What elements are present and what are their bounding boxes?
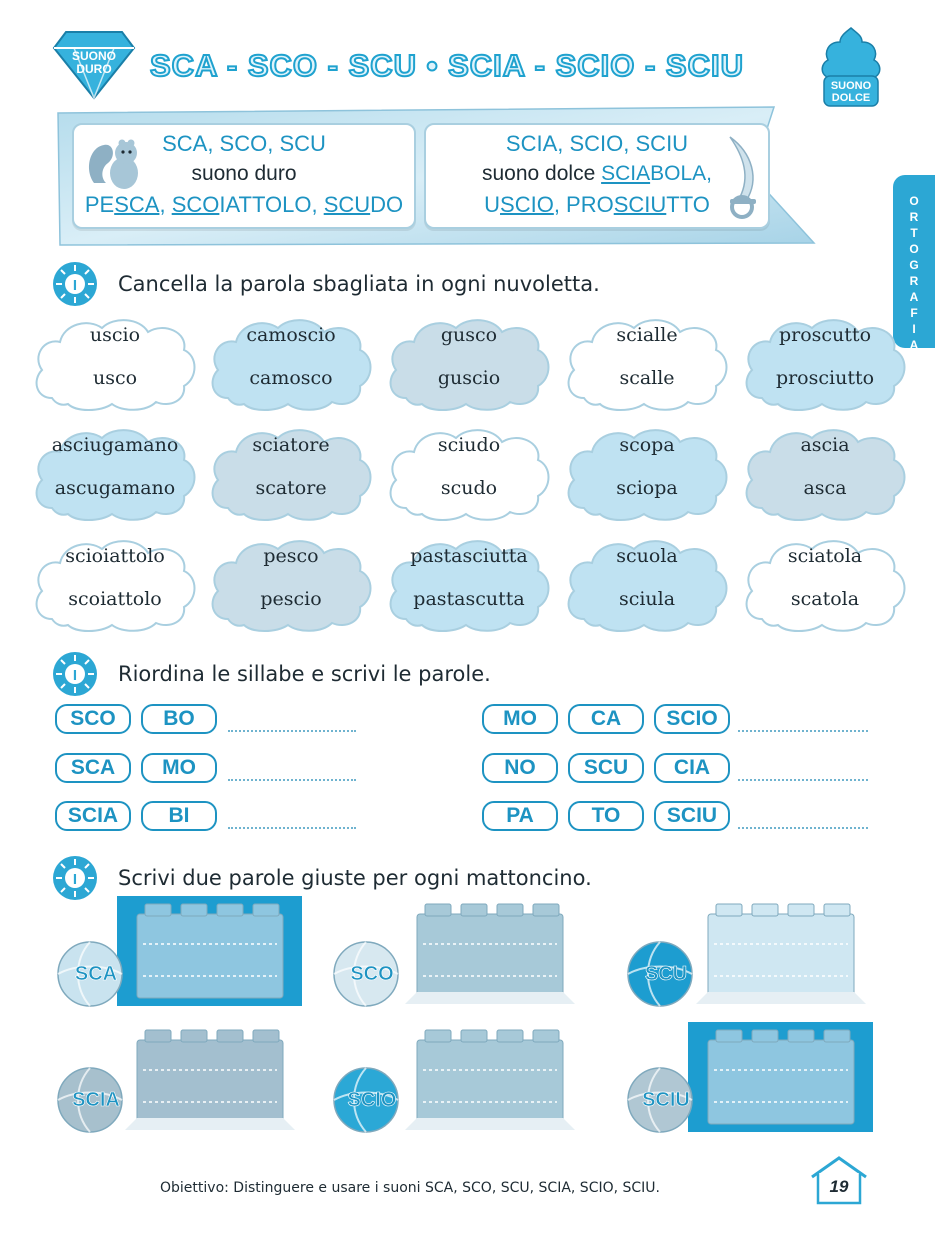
cloud-word-top[interactable]: sciudo <box>437 434 501 456</box>
sun-exercise-icon <box>52 261 98 307</box>
svg-text:I: I <box>72 871 78 888</box>
brick-syllable-label: SCA <box>74 963 118 985</box>
syllable-chip: CIA <box>654 753 730 783</box>
cloud-word-bottom[interactable]: guscio <box>437 367 501 389</box>
word-cloud[interactable] <box>206 533 376 635</box>
rule-box-hard-sound <box>72 123 416 229</box>
word-cloud[interactable] <box>30 533 200 635</box>
syllable-chip: SCU <box>568 753 644 783</box>
brick-card <box>397 1022 582 1136</box>
suono-duro-diamond-badge <box>52 30 136 100</box>
cloud-word-bottom[interactable]: usco <box>92 367 138 389</box>
cloud-word-top[interactable]: sciatore <box>252 434 330 456</box>
badge-duro-line2: DURO <box>76 62 112 76</box>
brick-card <box>688 1022 873 1136</box>
word-cloud[interactable] <box>740 312 910 414</box>
cloud-word-bottom[interactable]: scudo <box>440 477 498 499</box>
sun-exercise-icon <box>52 855 98 901</box>
word-cloud[interactable] <box>206 422 376 524</box>
cloud-word-top[interactable]: pesco <box>263 545 319 567</box>
svg-text:I: I <box>72 667 78 684</box>
squirrel-icon <box>84 133 146 195</box>
exercise3-instruction-row <box>52 858 592 898</box>
svg-text:I: I <box>72 277 78 294</box>
brick-syllable-label: SCU <box>644 963 688 985</box>
cloud-word-top[interactable]: proscutto <box>778 324 872 346</box>
objective-footer: Obiettivo: Distinguere e usare i suoni SCA, SCO, SCU, SCIA, SCIO, SCIU. <box>160 1180 661 1196</box>
exercise2-instruction-row <box>52 654 491 694</box>
word-cloud[interactable] <box>384 422 554 524</box>
lego-brick-icon <box>688 1022 873 1132</box>
syllable-chip: MO <box>141 753 217 783</box>
brick-card <box>117 896 302 1010</box>
answer-line[interactable] <box>738 730 868 732</box>
cloud-word-top[interactable]: scuola <box>616 545 678 567</box>
rule-hard-examples: PESCA, SCOIATTOLO, SCUDO <box>84 192 404 217</box>
syllable-chip: BI <box>141 801 217 831</box>
cloud-word-bottom[interactable]: prosciutto <box>775 367 875 389</box>
lego-brick-icon <box>117 896 302 1006</box>
brick-syllable-label: SCIA <box>72 1089 120 1111</box>
brick-card <box>397 896 582 1010</box>
side-tab-letter: G <box>909 258 919 272</box>
syllable-chip: SCO <box>55 704 131 734</box>
lego-brick-icon <box>117 1022 302 1132</box>
word-cloud[interactable] <box>562 312 732 414</box>
rule-soft-title: SCIA, SCIO, SCIU <box>505 131 689 156</box>
lego-brick-icon <box>688 896 873 1006</box>
side-tab-letter: T <box>910 226 918 240</box>
sun-exercise-icon <box>52 651 98 697</box>
rule-box-soft-sound <box>424 123 770 229</box>
cloud-word-top[interactable]: scioiattolo <box>65 545 165 567</box>
lego-brick-icon <box>397 896 582 1006</box>
syllable-chip: SCIU <box>654 801 730 831</box>
syllable-chip: SCIA <box>55 801 131 831</box>
cloud-word-bottom[interactable]: camosco <box>249 367 333 389</box>
side-tab-letter: O <box>909 194 919 208</box>
word-cloud[interactable] <box>562 533 732 635</box>
cloud-word-top[interactable]: ascia <box>800 434 850 456</box>
answer-line[interactable] <box>738 827 868 829</box>
rule-soft-sub: suono dolce SCIABOLA, <box>482 162 712 185</box>
side-tab-letter: I <box>912 322 916 336</box>
side-tab-letter: F <box>910 306 918 320</box>
word-cloud[interactable] <box>740 533 910 635</box>
syllable-chip: SCA <box>55 753 131 783</box>
brick-syllable-label: SCO <box>350 963 394 985</box>
answer-line[interactable] <box>228 779 356 781</box>
cloud-word-bottom[interactable]: sciopa <box>616 477 678 499</box>
exercise1-instruction-row <box>52 264 600 304</box>
exercise3-instruction: Scrivi due parole giuste per ogni mattoncino. <box>118 866 592 890</box>
word-cloud[interactable] <box>562 422 732 524</box>
word-cloud[interactable] <box>30 312 200 414</box>
cloud-word-bottom[interactable]: ascugamano <box>54 477 176 499</box>
syllable-chip: CA <box>568 704 644 734</box>
word-cloud[interactable] <box>384 312 554 414</box>
syllable-chip: NO <box>482 753 558 783</box>
cloud-word-bottom[interactable]: pastascutta <box>413 588 525 610</box>
cloud-word-bottom[interactable]: sciula <box>618 588 676 610</box>
word-cloud[interactable] <box>30 422 200 524</box>
svg-text:SUONO: SUONO <box>830 80 872 92</box>
page-number: 19 <box>829 1177 849 1196</box>
suono-dolce-cupcake-badge <box>818 26 884 108</box>
cloud-word-top[interactable]: uscio <box>89 324 141 346</box>
rule-hard-title: SCA, SCO, SCU <box>162 131 326 156</box>
badge-duro-line1: SUONO <box>71 49 117 63</box>
cloud-word-top[interactable]: gusco <box>440 324 498 346</box>
syllable-chip: SCIO <box>654 704 730 734</box>
rule-soft-examples: USCIO, PROSCIUTTO <box>484 192 710 217</box>
answer-line[interactable] <box>738 779 868 781</box>
cloud-word-top[interactable]: pastasciutta <box>410 545 528 567</box>
brick-card <box>688 896 873 1010</box>
brick-card <box>117 1022 302 1136</box>
word-cloud[interactable] <box>384 533 554 635</box>
cloud-word-top[interactable]: camoscio <box>246 324 336 346</box>
cloud-word-bottom[interactable]: scatola <box>790 588 860 610</box>
cloud-word-bottom[interactable]: scalle <box>619 367 675 389</box>
answer-line[interactable] <box>228 827 356 829</box>
side-tab-letter: O <box>909 242 919 256</box>
rule-hard-sub: suono duro <box>191 162 297 185</box>
syllable-chip: MO <box>482 704 558 734</box>
exercise1-instruction: Cancella la parola sbagliata in ogni nuvoletta. <box>118 272 600 296</box>
cloud-word-top[interactable]: sciatola <box>787 545 863 567</box>
page-title: SCA - SCO - SCU • SCIA - SCIO - SCIU <box>150 48 744 83</box>
side-tab-letter: A <box>909 338 919 352</box>
brick-syllable-label: SCIO <box>347 1089 397 1111</box>
cloud-word-bottom[interactable]: scatore <box>255 477 327 499</box>
syllable-chip: BO <box>141 704 217 734</box>
answer-line[interactable] <box>228 730 356 732</box>
side-tab-letter: R <box>909 274 919 288</box>
side-tab-letter: A <box>909 290 919 304</box>
cloud-word-top[interactable]: scialle <box>616 324 678 346</box>
exercise2-instruction: Riordina le sillabe e scrivi le parole. <box>118 662 491 686</box>
word-cloud[interactable] <box>740 422 910 524</box>
cloud-word-bottom[interactable]: scoiattolo <box>68 588 162 610</box>
brick-syllable-label: SCIU <box>642 1089 690 1111</box>
cloud-word-bottom[interactable]: pescio <box>260 588 322 610</box>
sabre-icon <box>712 135 768 223</box>
syllable-chip: TO <box>568 801 644 831</box>
word-cloud[interactable] <box>206 312 376 414</box>
svg-text:DOLCE: DOLCE <box>831 92 871 104</box>
side-tab-letter: R <box>909 210 919 224</box>
cloud-word-top[interactable]: scopa <box>619 434 675 456</box>
syllable-chip: PA <box>482 801 558 831</box>
cloud-word-top[interactable]: asciugamano <box>51 434 179 456</box>
cloud-word-bottom[interactable]: asca <box>803 477 847 499</box>
lego-brick-icon <box>397 1022 582 1132</box>
